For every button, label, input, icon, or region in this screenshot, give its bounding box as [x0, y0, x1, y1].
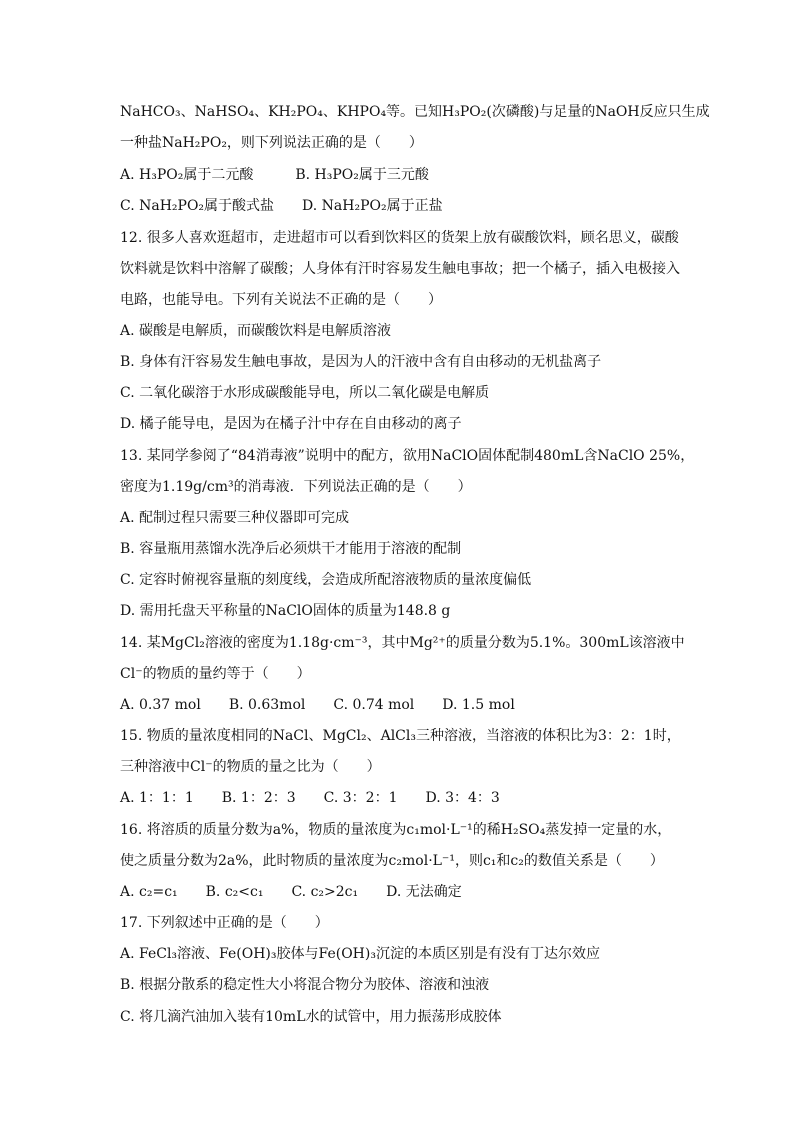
text-line: 一种盐NaH₂PO₂，则下列说法正确的是（ ） [120, 135, 423, 151]
text-line: 12. 很多人喜欢逛超市，走进超市可以看到饮料区的货架上放有碳酸饮料，顾名思义，碳酸 [120, 230, 679, 246]
text-line: 电路，也能导电。下列有关说法不正确的是（ ） [120, 292, 442, 308]
text-line: B. 容量瓶用蒸馏水洗净后必须烘干才能用于溶液的配制 [120, 541, 462, 557]
text-line: 三种溶液中Cl⁻的物质的量之比为（ ） [120, 759, 381, 775]
text-line: A. 0.37 mol B. 0.63mol C. 0.74 mol D. 1.5 mol [120, 697, 515, 713]
text-line: 使之质量分数为2a%，此时物质的量浓度为c₂mol·L⁻¹，则c₁和c₂的数值关系是（ ） [120, 853, 664, 869]
text-line: A. FeCl₃溶液、Fe(OH)₃胶体与Fe(OH)₃沉淀的本质区别是有没有丁达尔效应 [120, 946, 600, 962]
text-line: 14. 某MgCl₂溶液的密度为1.18g·cm⁻³，其中Mg²⁺的质量分数为5.1%。300mL该溶液中 [120, 635, 685, 651]
text-line: A. 碳酸是电解质，而碳酸饮料是电解质溶液 [120, 323, 392, 339]
text-line: B. 根据分散系的稳定性大小将混合物分为胶体、溶液和浊液 [120, 977, 490, 993]
text-line: 16. 将溶质的质量分数为a%，物质的量浓度为c₁mol·L⁻¹的稀H₂SO₄蒸发掉一定量的水， [120, 822, 672, 838]
text-line: C. NaH₂PO₂属于酸式盐 D. NaH₂PO₂属于正盐 [120, 198, 443, 214]
text-line: A. H₃PO₂属于二元酸 B. H₃PO₂属于三元酸 [120, 167, 429, 183]
text-line: A. 1：1：1 B. 1：2：3 C. 3：2：1 D. 3：4：3 [120, 790, 500, 806]
text-line: A. 配制过程只需要三种仪器即可完成 [120, 510, 350, 526]
text-line: C. 将几滴汽油加入装有10mL水的试管中，用力振荡形成胶体 [120, 1009, 502, 1025]
text-line: NaHCO₃、NaHSO₄、KH₂PO₄、KHPO₄等。已知H₃PO₂(次磷酸)与足量的NaOH反应只生成 [120, 104, 710, 120]
text-line: 15. 物质的量浓度相同的NaCl、MgCl₂、AlCl₃三种溶液，当溶液的体积比为3：2：1时， [120, 728, 681, 744]
text-line: A. c₂=c₁ B. c₂<c₁ C. c₂>2c₁ D. 无法确定 [120, 884, 462, 900]
text-line: B. 身体有汗容易发生触电事故，是因为人的汗液中含有自由移动的无机盐离子 [120, 354, 602, 370]
text-line: D. 橘子能导电，是因为在橘子汁中存在自由移动的离子 [120, 416, 462, 432]
text-line: 17. 下列叙述中正确的是（ ） [120, 915, 329, 931]
text-line: Cl⁻的物质的量约等于（ ） [120, 666, 311, 682]
text-line: 饮料就是饮料中溶解了碳酸；人身体有汗时容易发生触电事故；把一个橘子，插入电极接入 [120, 261, 680, 277]
text-line: C. 二氧化碳溶于水形成碳酸能导电，所以二氧化碳是电解质 [120, 385, 490, 401]
text-line: C. 定容时俯视容量瓶的刻度线，会造成所配溶液物质的量浓度偏低 [120, 572, 532, 588]
text-line: D. 需用托盘天平称量的NaClO固体的质量为148.8 g [120, 603, 451, 619]
text-line: 密度为1.19g/cm³的消毒液．下列说法正确的是（ ） [120, 479, 472, 495]
text-line: 13. 某同学参阅了“84消毒液”说明中的配方，欲用NaClO固体配制480mL含NaClO 25%， [120, 448, 695, 464]
